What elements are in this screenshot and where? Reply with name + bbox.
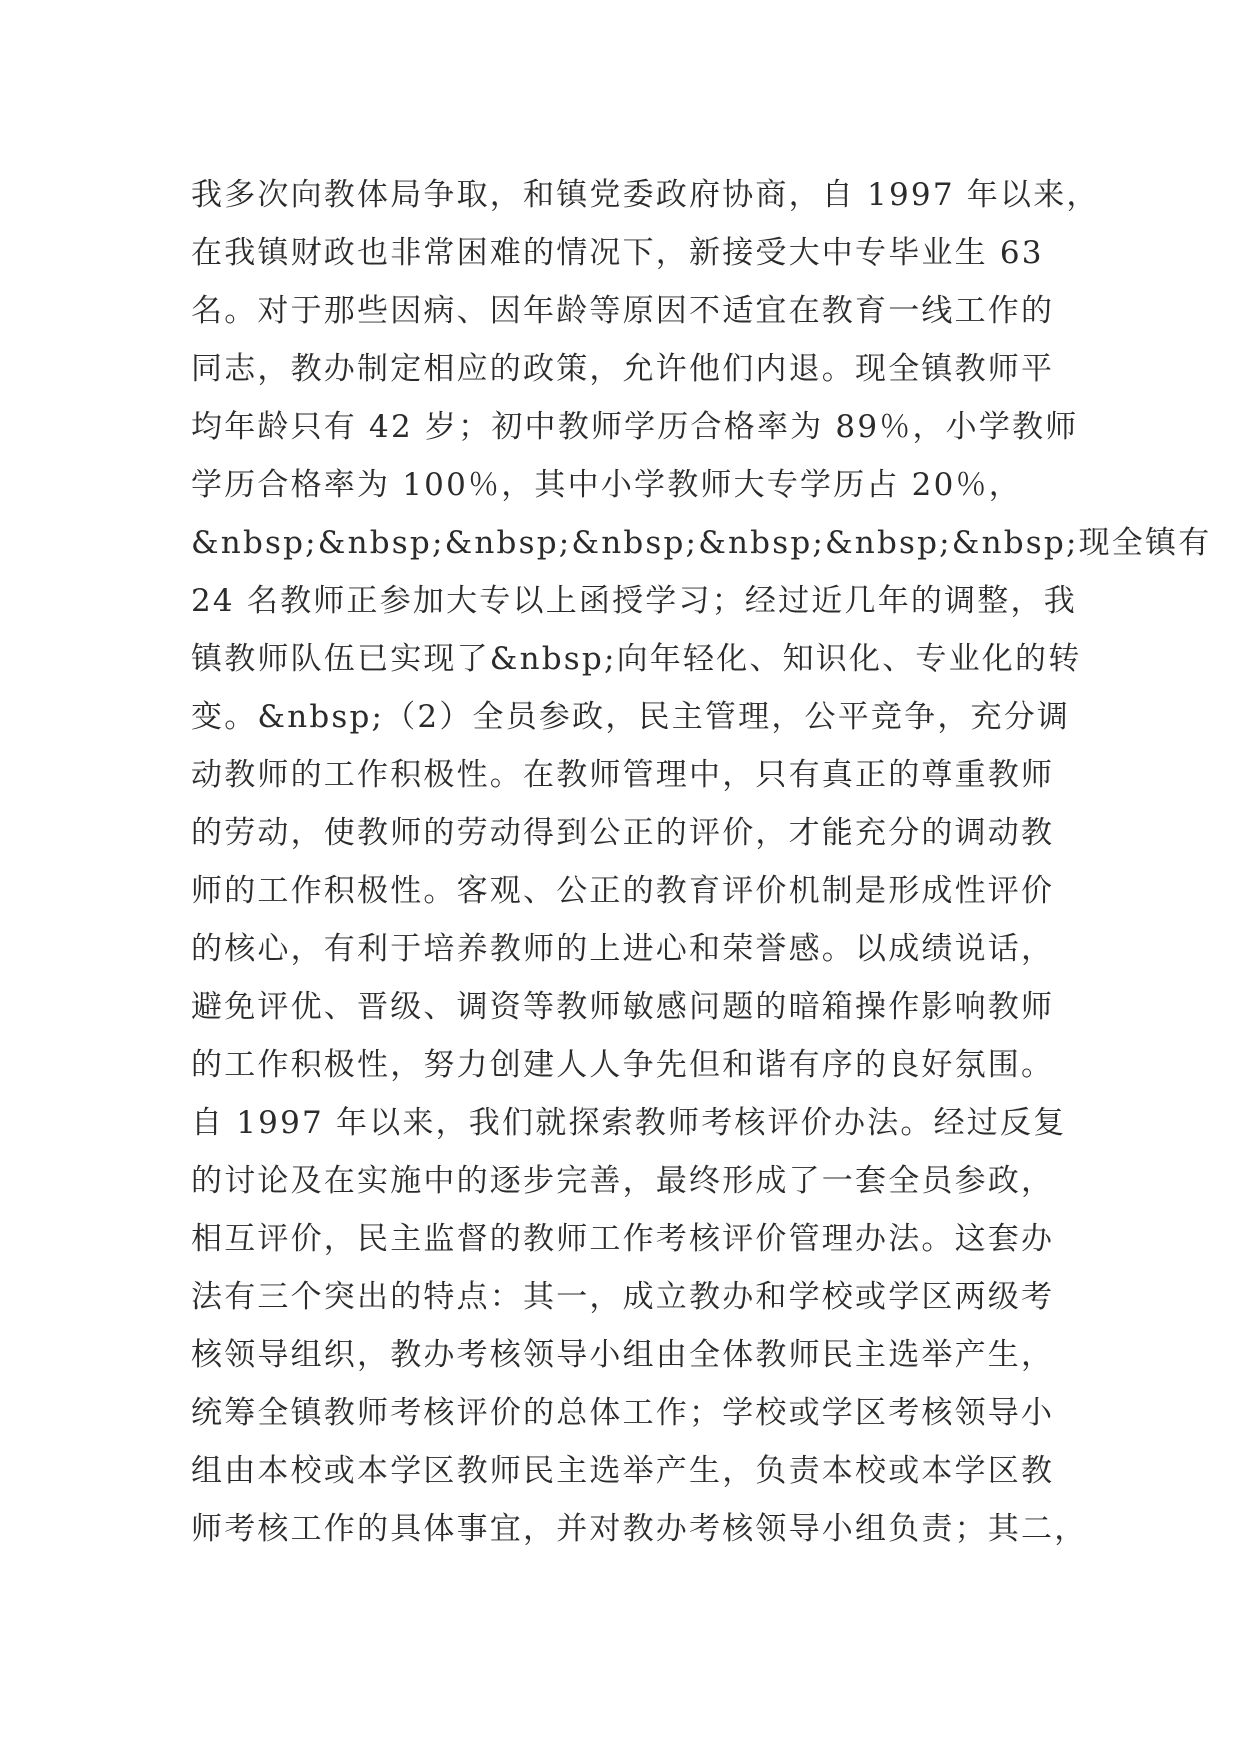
text-line: 同志，教办制定相应的政策，允许他们内退。现全镇教师平	[191, 351, 1055, 387]
text-line: 自 1997 年以来，我们就探索教师考核评价办法。经过反复	[191, 1105, 1067, 1141]
text-line: 均年龄只有 42 岁；初中教师学历合格率为 89％，小学教师	[191, 409, 1079, 445]
text-line: 学历合格率为 100％，其中小学教师大专学历占 20％，	[191, 467, 1022, 503]
text-line: 统筹全镇教师考核评价的总体工作；学校或学区考核领导小	[191, 1395, 1055, 1431]
text-line: 的工作积极性，努力创建人人争先但和谐有序的良好氛围。	[191, 1047, 1055, 1083]
text-line: 核领导组织，教办考核领导小组由全体教师民主选举产生，	[191, 1337, 1055, 1373]
text-line: 师的工作积极性。客观、公正的教育评价机制是形成性评价	[191, 873, 1055, 909]
text-line: 动教师的工作积极性。在教师管理中，只有真正的尊重教师	[191, 757, 1055, 793]
text-line: &nbsp;&nbsp;&nbsp;&nbsp;&nbsp;&nbsp;&nbsp;现全镇有	[191, 525, 1212, 561]
text-line: 的讨论及在实施中的逐步完善，最终形成了一套全员参政，	[191, 1163, 1055, 1199]
text-line: 的核心，有利于培养教师的上进心和荣誉感。以成绩说话，	[191, 931, 1055, 967]
text-line: 法有三个突出的特点：其一，成立教办和学校或学区两级考	[191, 1279, 1055, 1315]
text-line: 相互评价，民主监督的教师工作考核评价管理办法。这套办	[191, 1221, 1055, 1257]
text-line: 组由本校或本学区教师民主选举产生，负责本校或本学区教	[191, 1453, 1055, 1489]
text-line: 变。&nbsp;（2）全员参政，民主管理，公平竞争，充分调	[191, 699, 1071, 735]
text-line: 师考核工作的具体事宜，并对教办考核领导小组负责；其二，	[191, 1511, 1088, 1547]
text-line: 我多次向教体局争取，和镇党委政府协商，自 1997 年以来，	[191, 177, 1100, 213]
text-line: 名。对于那些因病、因年龄等原因不适宜在教育一线工作的	[191, 293, 1055, 329]
text-line: 在我镇财政也非常困难的情况下，新接受大中专毕业生 63	[191, 235, 1044, 271]
body-text	[191, 166, 1212, 1558]
text-line: 24 名教师正参加大专以上函授学习；经过近几年的调整，我	[191, 583, 1077, 619]
text-line: 避免评优、晋级、调资等教师敏感问题的暗箱操作影响教师	[191, 989, 1055, 1025]
text-line: 的劳动，使教师的劳动得到公正的评价，才能充分的调动教	[191, 815, 1055, 851]
text-line: 镇教师队伍已实现了&nbsp;向年轻化、知识化、专业化的转	[191, 641, 1082, 677]
